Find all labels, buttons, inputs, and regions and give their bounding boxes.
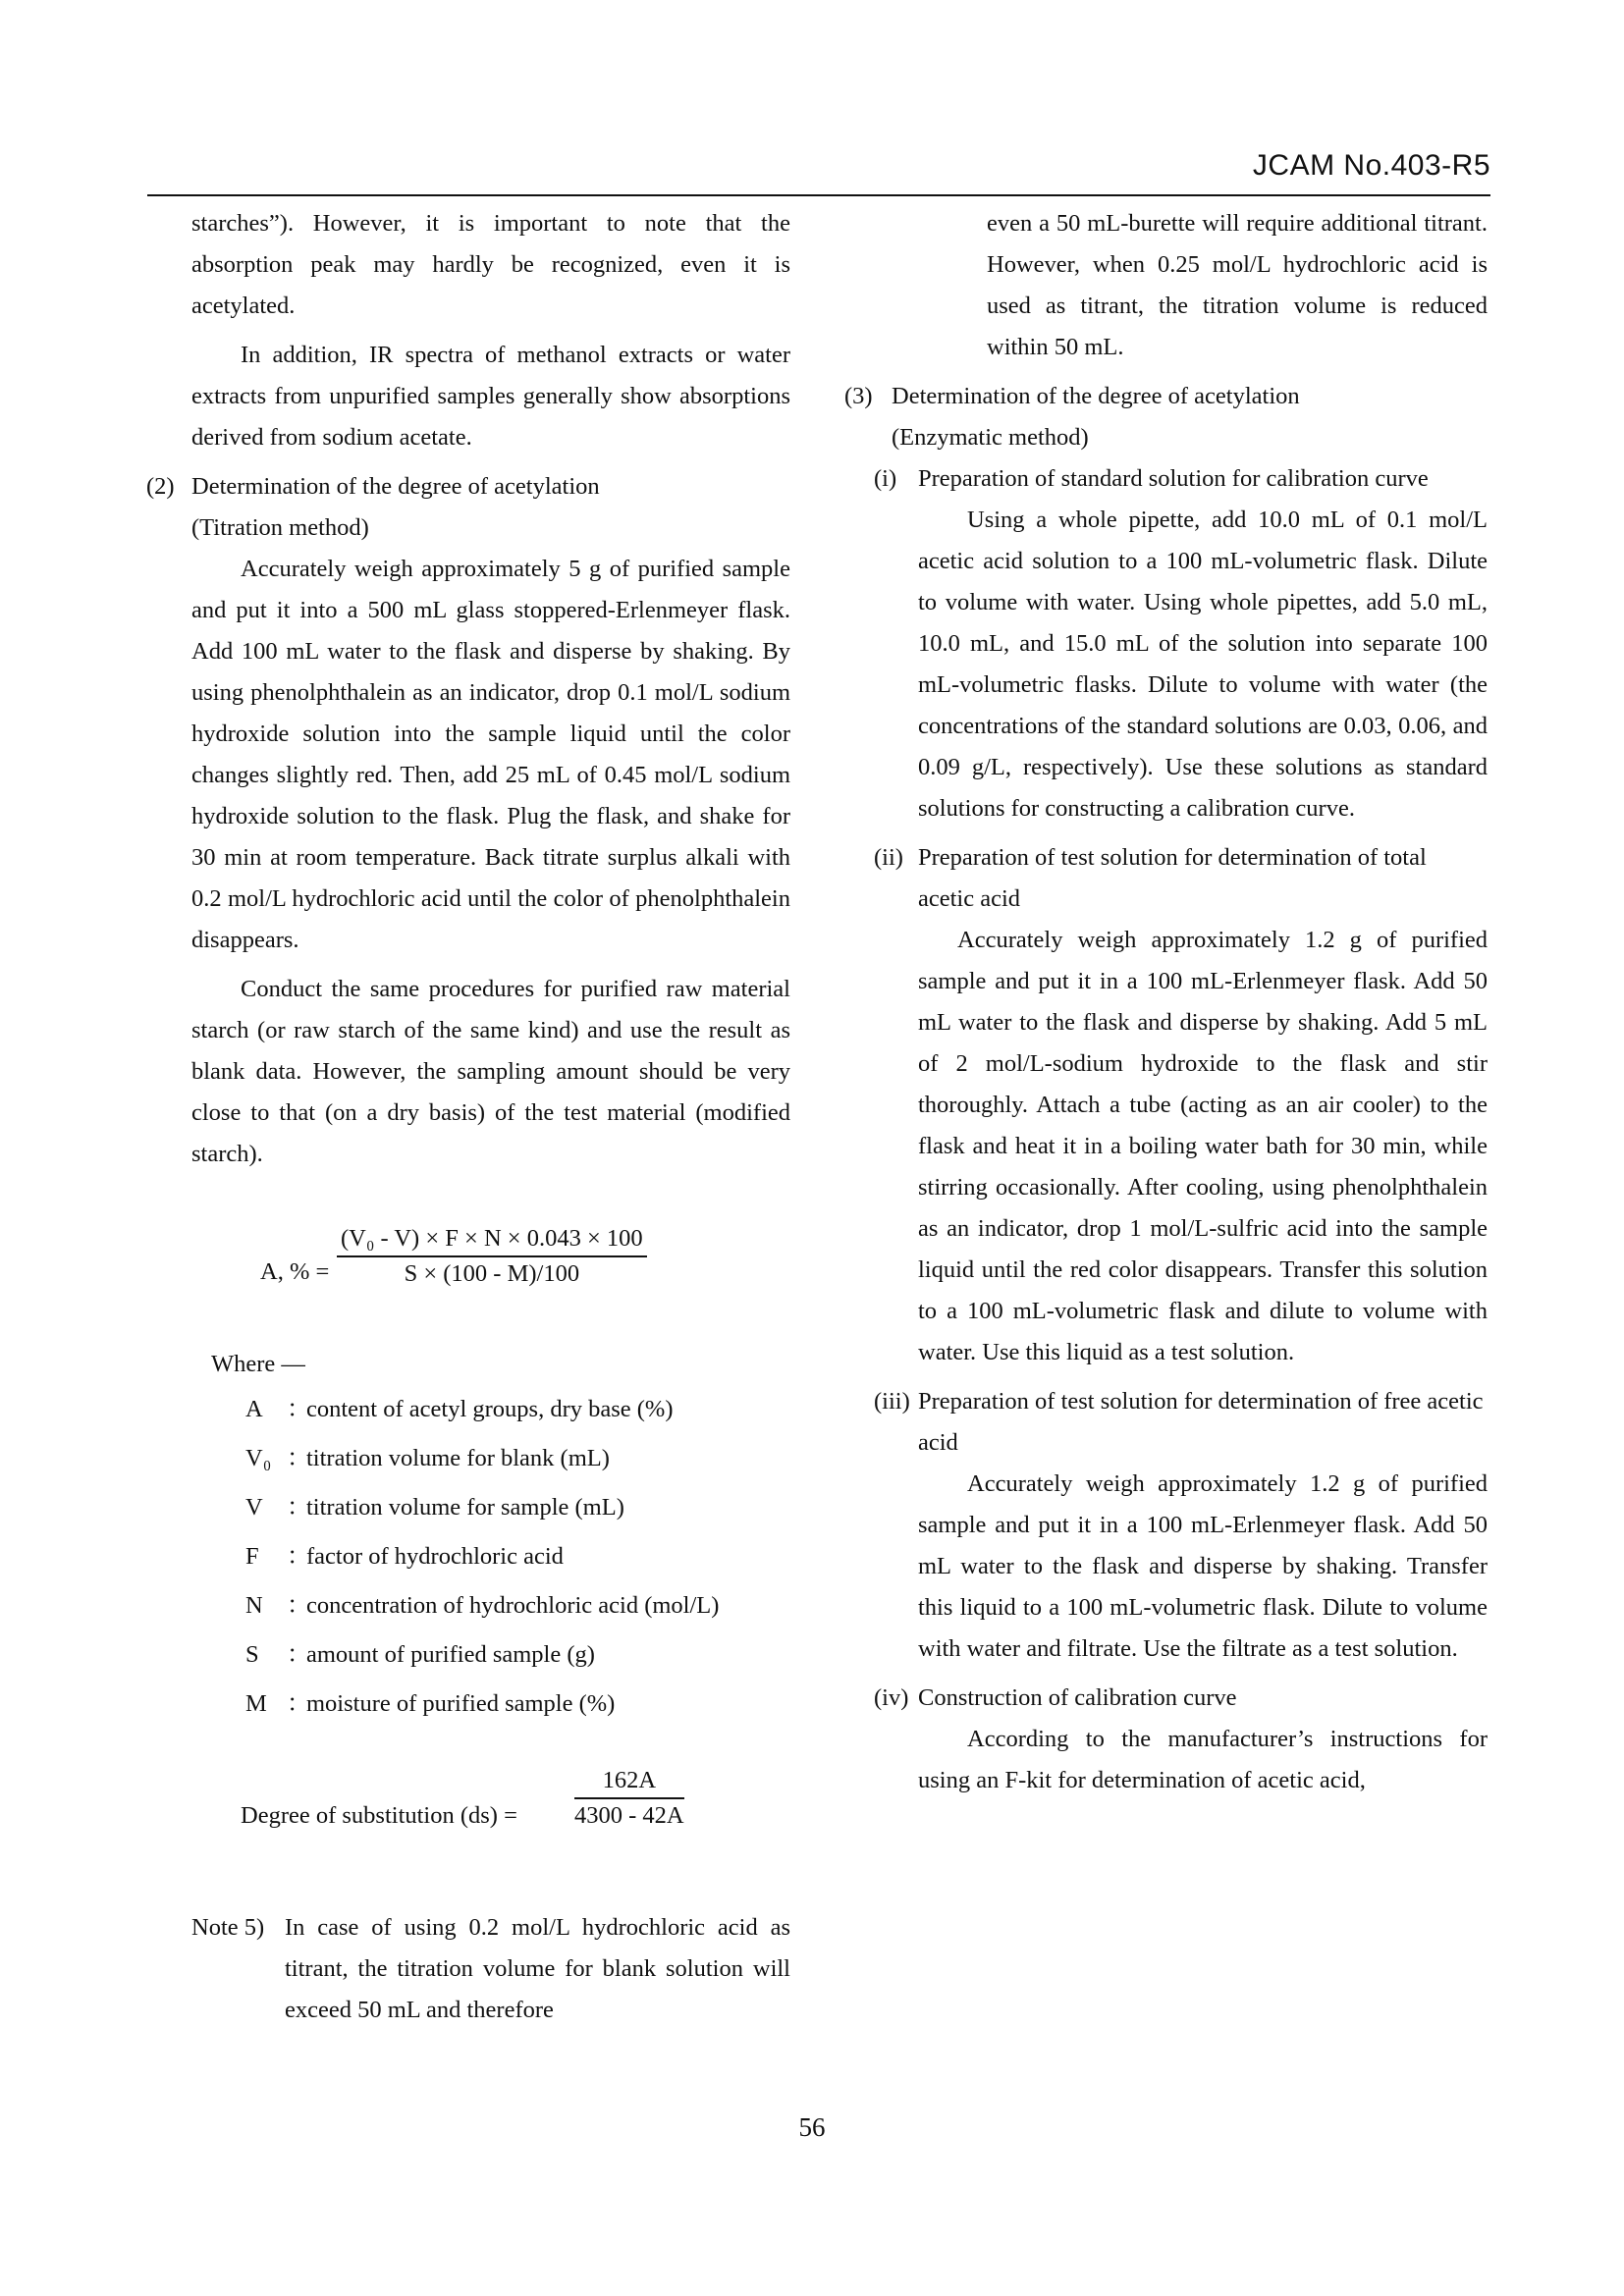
section-title — [892, 376, 1488, 458]
paragraph: According to the manufacturer’s instructions for using an F-kit for determination of acetic acid, — [918, 1726, 1488, 1793]
document-id-header: JCAM No.403-R5 — [1252, 149, 1490, 182]
section-title-main: Determination of the degree of acetylation — [191, 473, 600, 500]
acetyl-formula — [191, 1214, 790, 1332]
left-column — [146, 203, 790, 2031]
definition-item — [245, 1581, 790, 1630]
definition-symbol: V₀ — [245, 1445, 272, 1471]
definition-colon: ： — [287, 1690, 311, 1717]
definition-colon: ： — [287, 1592, 311, 1619]
substitution-formula — [191, 1758, 790, 1866]
section-number: (3) — [844, 383, 873, 409]
subsection-heading-i — [874, 458, 1488, 500]
formula-denominator: S × (100 - M)/100 — [404, 1260, 580, 1287]
definition-symbol: N — [245, 1592, 263, 1619]
definition-symbol: F — [245, 1543, 259, 1570]
formula-numerator: 162A — [602, 1767, 657, 1793]
where-label: Where — — [211, 1351, 305, 1377]
definition-item — [245, 1680, 790, 1729]
definition-item — [245, 1630, 790, 1680]
subsection-number: (i) — [874, 465, 897, 492]
definition-colon: ： — [287, 1543, 311, 1570]
definition-text: moisture of purified sample (%) — [306, 1690, 616, 1717]
formula-numerator: (V₀ - V) × F × N × 0.043 × 100 — [341, 1225, 643, 1252]
definition-text: concentration of hydrochloric acid (mol/L) — [306, 1592, 720, 1619]
page-number: 56 — [798, 2112, 826, 2142]
definition-text: content of acetyl groups, dry base (%) — [306, 1396, 674, 1422]
section-title-main: Determination of the degree of acetylation — [892, 383, 1300, 409]
definition-text: amount of purified sample (g) — [306, 1641, 595, 1668]
subsection-number: (iii) — [874, 1388, 910, 1415]
definition-symbol: V — [245, 1494, 263, 1521]
note-label: Note 5) — [191, 1914, 265, 1941]
paragraph: Accurately weigh approximately 5 g of purified sample and put it into a 500 mL glass stoppered-Erlenmeyer flask. Add 100 mL water to the flask and disperse by shaking. By using phenolphthalein as an indicator, drop 0.1 mol/L sodium hydroxide solution into the sample liquid until the color changes slightly red. Then, add 25 mL of 0.45 mol/L sodium hydroxide solution to the flask. Plug the flask, and shake for 30 min at room temperature. Back titrate surplus alkali with 0.2 mol/L hydrochloric acid until the color of phenolphthalein disappears. — [191, 556, 790, 953]
subsection-number: (ii) — [874, 844, 903, 871]
section-heading-2 — [146, 466, 790, 549]
note-text: In case of using 0.2 mol/L hydrochloric acid as titrant, the titration volume for blank solution will exceed 50 mL and therefore — [285, 1914, 790, 2023]
paragraph: Using a whole pipette, add 10.0 mL of 0.1 mol/L acetic acid solution to a 100 mL-volumetric flask. Dilute to volume with water. Using whole pipettes, add 5.0 mL, 10.0 mL, and 15.0 mL of the solution into separate 100 mL-volumetric flasks. Dilute to volume with water (the concentrations of the standard solutions are 0.03, 0.06, and 0.09 g/L, respectively). Use these solutions as standard solutions for constructing a calibration curve. — [918, 507, 1488, 822]
subsection-title: Preparation of standard solution for calibration curve — [918, 465, 1429, 492]
subsection-heading-ii — [874, 837, 1488, 920]
paragraph: In addition, IR spectra of methanol extracts or water extracts from unpurified samples generally show absorptions derived from sodium acetate. — [191, 342, 790, 451]
definition-symbol: S — [245, 1641, 259, 1668]
definition-colon: ： — [287, 1641, 311, 1668]
section-number: (2) — [146, 473, 175, 500]
section-heading-3 — [844, 376, 1488, 458]
definition-text: factor of hydrochloric acid — [306, 1543, 564, 1570]
paragraph: Conduct the same procedures for purified raw material starch (or raw starch of the same kind) and use the result as blank data. However, the sampling amount should be very close to that (on a dry basis) of the test material (modified starch). — [191, 976, 790, 1167]
definition-item — [245, 1434, 790, 1483]
note-5 — [191, 1907, 790, 2031]
definition-colon: ： — [287, 1396, 311, 1422]
paragraph: Accurately weigh approximately 1.2 g of purified sample and put it in a 100 mL-Erlenmeyer flask. Add 50 mL water to the flask and disperse by shaking. Add 5 mL of 2 mol/L-sodium hydroxide to the flask and stir thoroughly. Attach a tube (acting as an air cooler) to the flask and heat it in a boiling water bath for 30 min, while stirring occasionally. After cooling, using phenolphthalein as an indicator, drop 1 mol/L-sulfric acid into the sample liquid until the red color disappears. Transfer this solution to a 100 mL-volumetric flask and dilute to volume with water. Use this liquid as a test solution. — [918, 927, 1488, 1365]
definition-item — [245, 1385, 790, 1434]
subsection-heading-iv — [874, 1678, 1488, 1719]
subsection-title: Construction of calibration curve — [918, 1684, 1237, 1711]
note-continuation: even a 50 mL-burette will require additional titrant. However, when 0.25 mol/L hydrochloric acid is used as titrant, the titration volume is reduced within 50 mL. — [987, 210, 1488, 360]
formula-fraction — [337, 1222, 647, 1291]
definition-text: titration volume for blank (mL) — [306, 1445, 610, 1471]
formula-lhs: Degree of substitution (ds) = — [241, 1802, 517, 1829]
definition-colon: ： — [287, 1445, 311, 1471]
header-rule — [147, 194, 1490, 196]
section-subtitle: (Titration method) — [191, 514, 369, 541]
right-column — [844, 203, 1488, 1801]
paragraph: starches”). However, it is important to note that the absorption peak may hardly be recognized, even it is acetylated. — [191, 210, 790, 319]
section-title — [191, 466, 790, 549]
definitions-list — [245, 1385, 790, 1729]
definition-item — [245, 1532, 790, 1581]
paragraph: Accurately weigh approximately 1.2 g of purified sample and put it in a 100 mL-Erlenmeyer flask. Add 50 mL water to the flask and disperse by shaking. Transfer this liquid to a 100 mL-volumetric flask. Dilute to volume with water and filtrate. Use the filtrate as a test solution. — [918, 1470, 1488, 1662]
definition-item — [245, 1483, 790, 1532]
subsection-title: Preparation of test solution for determination of total acetic acid — [918, 844, 1427, 912]
subsection-title: Preparation of test solution for determination of free acetic acid — [918, 1388, 1484, 1456]
formula-denominator: 4300 - 42A — [574, 1802, 684, 1829]
definition-text: titration volume for sample (mL) — [306, 1494, 624, 1521]
definition-symbol: A — [245, 1396, 263, 1422]
formula-fraction — [574, 1764, 684, 1833]
formula-lhs: A, % = — [260, 1258, 330, 1285]
subsection-heading-iii — [874, 1381, 1488, 1464]
definition-colon: ： — [287, 1494, 311, 1521]
section-subtitle: (Enzymatic method) — [892, 424, 1089, 451]
subsection-number: (iv) — [874, 1684, 909, 1711]
definition-symbol: M — [245, 1690, 267, 1717]
